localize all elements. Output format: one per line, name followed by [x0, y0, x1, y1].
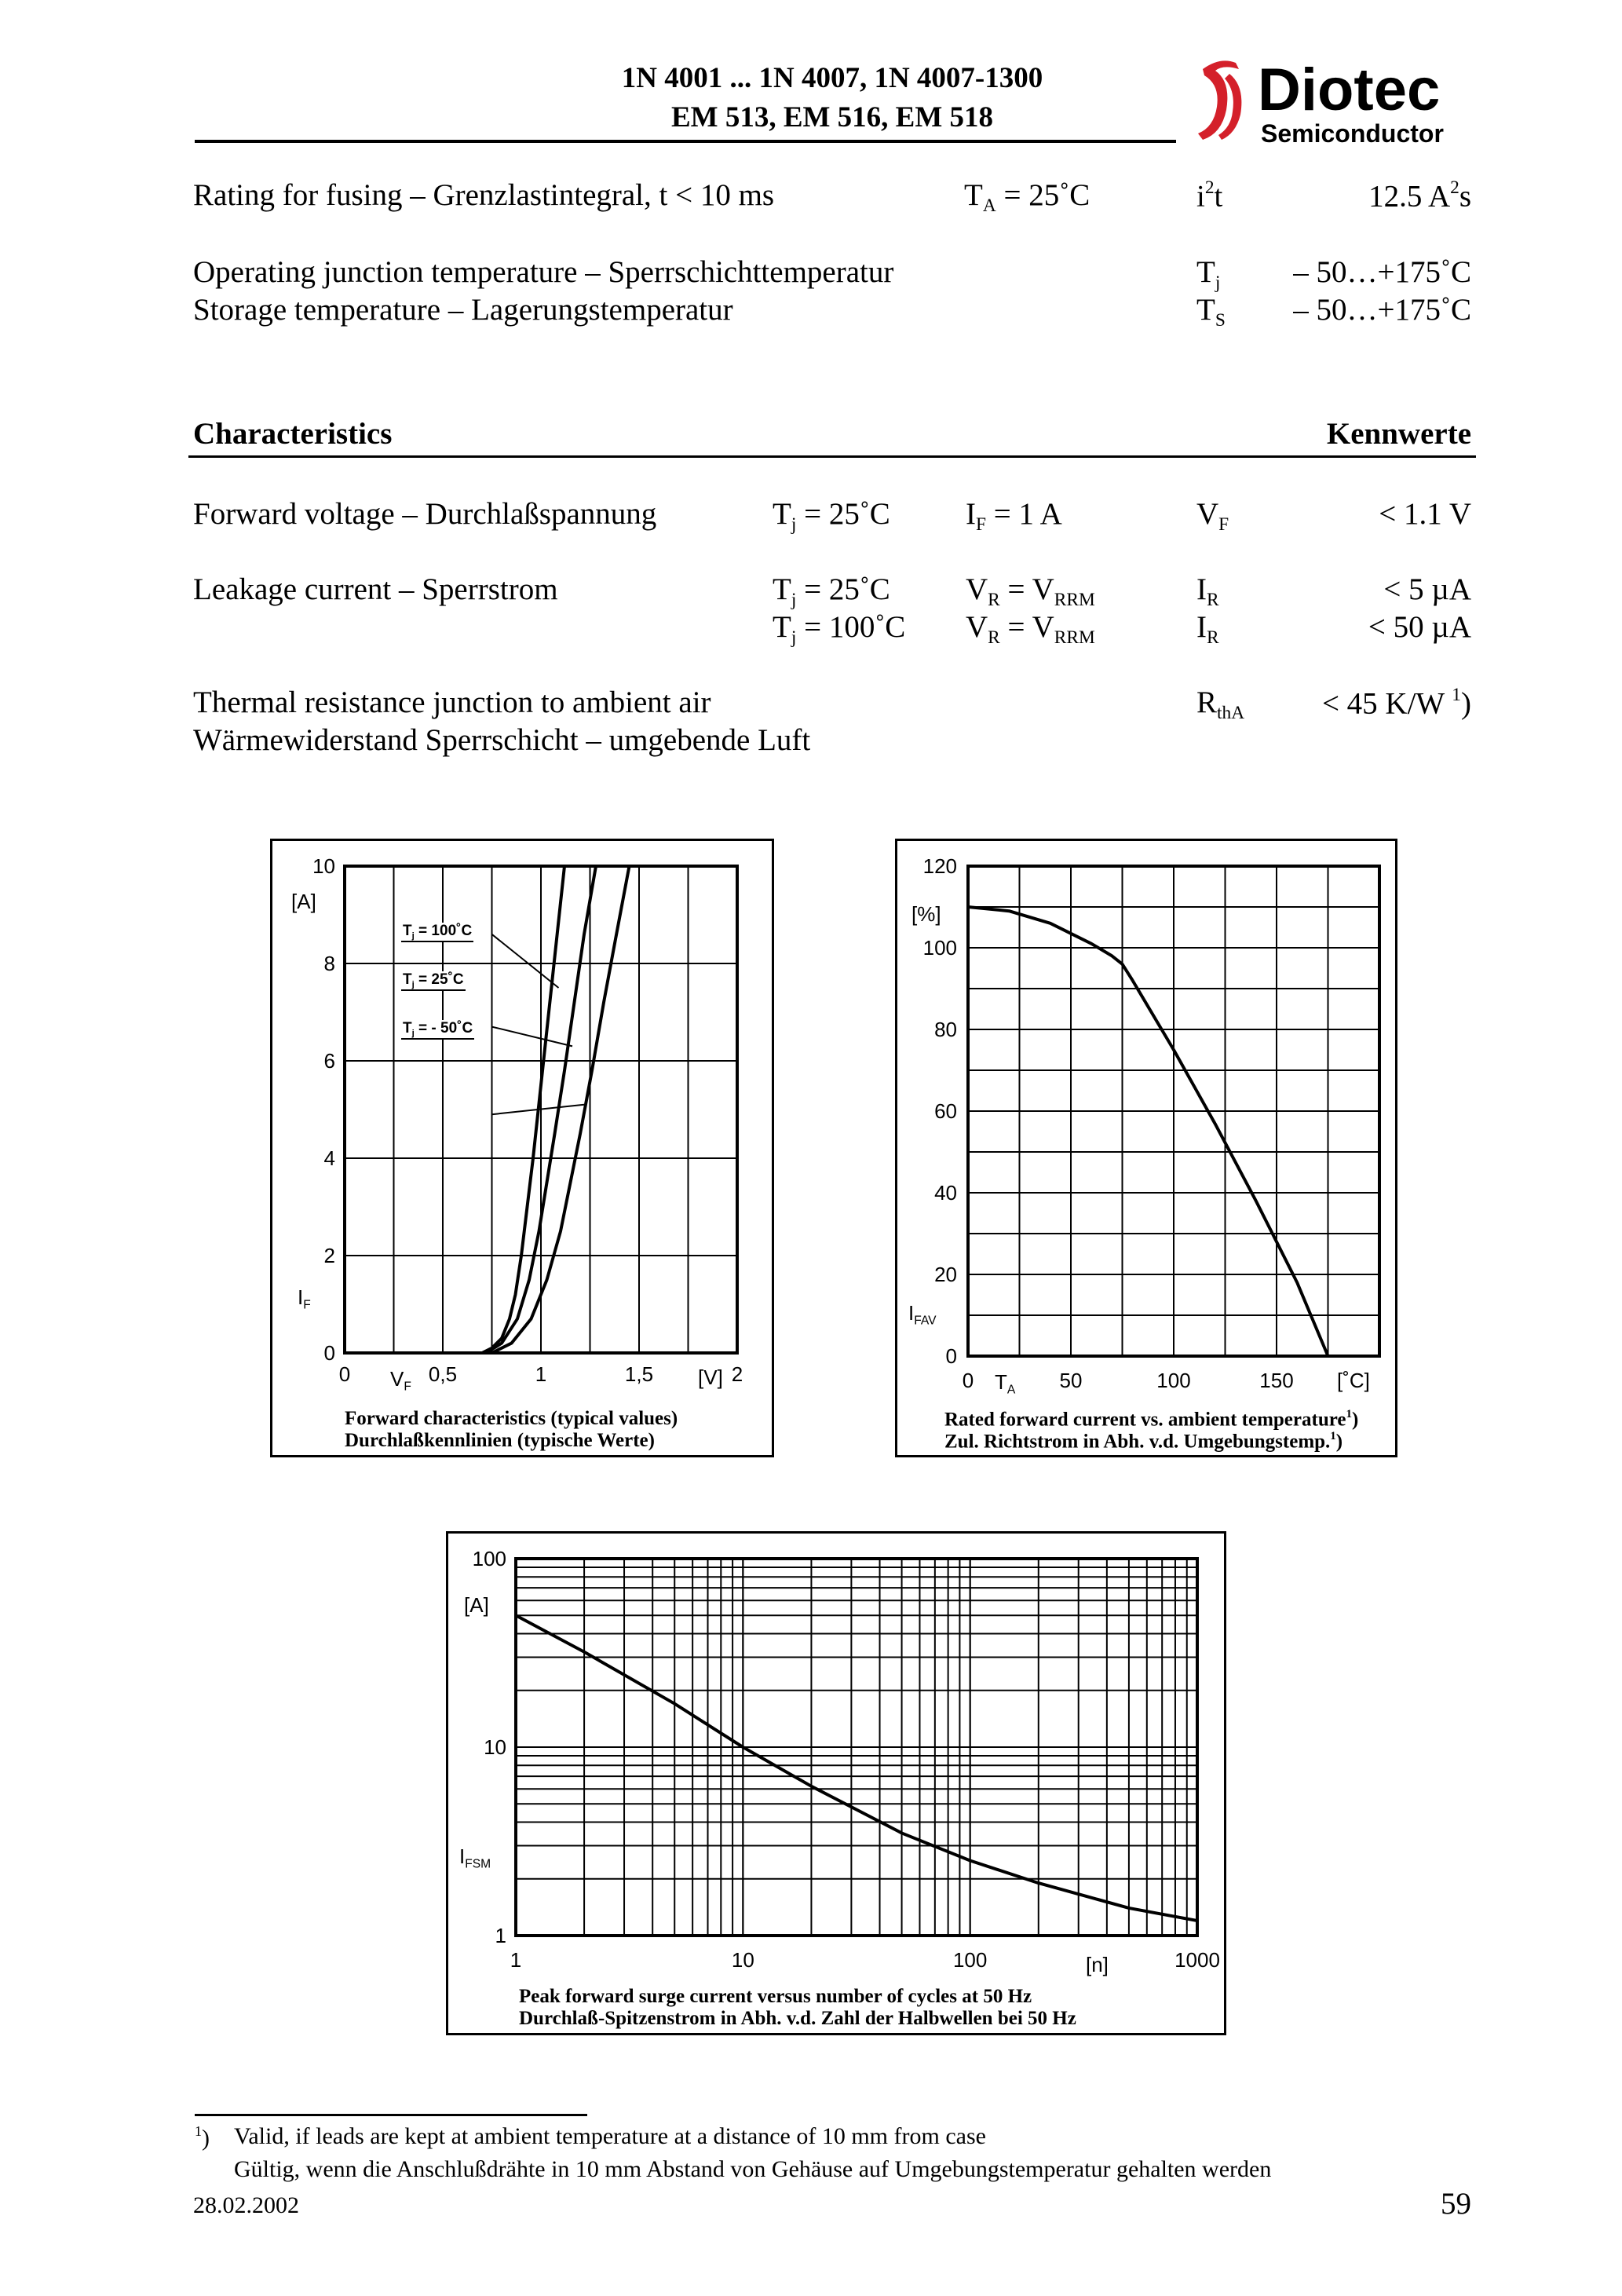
- chart1-legend-100: $T_j$ = 100˚C: [403, 923, 473, 941]
- chart3-y-tick-label: 1: [495, 1924, 506, 1947]
- ir-label: Leakage current – Sperrstrom: [193, 572, 558, 606]
- chart2-y-unit: [%]: [911, 902, 941, 926]
- chart1-caption-de: Durchlaßkennlinien (typische Werte): [345, 1430, 655, 1451]
- chart1-x-tick-label: 0,5: [428, 1362, 458, 1386]
- chart2-y-tick-label: 0: [945, 1344, 957, 1368]
- chart1-y-tick-label: 0: [323, 1341, 335, 1365]
- footer-date: 28.02.2002: [193, 2192, 299, 2218]
- chart1-x-tick-label: 1,5: [624, 1362, 654, 1386]
- chart1-x-label: $V_F$: [390, 1367, 411, 1394]
- footnote-marker: $^1$): [195, 2123, 210, 2152]
- chart3-caption-de: Durchlaß-Spitzenstrom in Abh. v.d. Zahl der Halbwellen bei 50 Hz: [519, 2008, 1076, 2029]
- chart1-y-unit: [A]: [291, 890, 316, 913]
- chart2-plot: [897, 841, 1395, 1455]
- chart2-x-tick-label: 0: [962, 1369, 974, 1392]
- chart1-caption-en: Forward characteristics (typical values): [345, 1408, 678, 1429]
- chart3-y-tick-label: 10: [484, 1735, 506, 1759]
- chart1-y-label: $I_F$: [298, 1285, 311, 1312]
- rating-fusing-symbol: $i^2t$: [1196, 177, 1223, 214]
- chart3-y-label: $I_{FSM}$: [459, 1844, 491, 1871]
- chart2-y-tick-label: 60: [934, 1099, 957, 1123]
- vf-condition-1: $T_j$ = 25˚C: [773, 497, 890, 536]
- vf-condition-2: $I_F = 1$ A: [966, 497, 1062, 536]
- chart-rated-forward-current: [895, 839, 1397, 1457]
- chart1-legend-25: $T_j$ = 25˚C: [403, 971, 464, 989]
- chart1-series-line-3: [492, 866, 630, 1353]
- chart2-series-line: [968, 907, 1328, 1356]
- brand-name: Diotec: [1258, 57, 1441, 123]
- characteristics-rule: [188, 455, 1476, 458]
- header-title-line1: 1N 4001 ... 1N 4007, 1N 4007-1300: [621, 62, 1043, 94]
- ir-row1-condition-1: $T_j$ = 25˚C: [773, 572, 890, 611]
- chart3-x-tick-label: 100: [952, 1948, 988, 1972]
- rating-fusing-value: 12.5 $A^2s$: [1368, 177, 1471, 214]
- chart1-series-line-1: [482, 866, 564, 1353]
- chart2-y-tick-label: 120: [922, 854, 957, 878]
- ir-row1-symbol: $I_R$: [1196, 572, 1219, 611]
- rating-ts-symbol: $T_S$: [1196, 293, 1226, 331]
- chart2-x-tick-label: 100: [1156, 1369, 1191, 1392]
- chart-peak-surge-current: [446, 1531, 1226, 2035]
- diotec-logo-icon: [1195, 55, 1250, 143]
- chart1-y-tick-label: 2: [323, 1244, 335, 1267]
- footnote-line2: Gültig, wenn die Anschlußdrähte in 10 mm Abstand von Gehäuse auf Umgebungstemperatur gehalten werden: [234, 2156, 1272, 2182]
- chart1-x-tick-label: 0: [338, 1362, 351, 1386]
- ir-row2-symbol: $I_R$: [1196, 610, 1219, 649]
- chart3-y-tick-label: 100: [472, 1547, 506, 1570]
- chart2-y-tick-label: 80: [934, 1018, 957, 1041]
- vf-symbol: $V_F$: [1196, 497, 1229, 536]
- rth-label-de: Wärmewiderstand Sperrschicht – umgebende Luft: [193, 723, 811, 757]
- rating-tj-value: – 50…+175˚C: [1293, 255, 1471, 289]
- chart1-y-tick-label: 6: [323, 1049, 335, 1073]
- header-title-line2: EM 513, EM 516, EM 518: [670, 101, 994, 133]
- chart2-y-label: $I_{FAV}$: [908, 1301, 937, 1328]
- chart1-annotation-line: [492, 1027, 573, 1047]
- chart1-y-tick-label: 4: [323, 1146, 335, 1170]
- chart3-x-unit: [n]: [1086, 1953, 1109, 1976]
- chart2-y-tick-label: 40: [934, 1181, 957, 1205]
- footnote-rule: [195, 2114, 587, 2116]
- chart1-x-tick-label: 2: [731, 1362, 743, 1386]
- rating-tj-label: Operating junction temperature – Sperrschichttemperatur: [193, 255, 894, 289]
- brand-sub: Semiconductor: [1261, 119, 1444, 148]
- chart2-x-label: $T_A$: [995, 1370, 1016, 1397]
- rth-label-en: Thermal resistance junction to ambient air: [193, 686, 711, 719]
- rth-value: < 45 K/W $^1$): [1321, 685, 1471, 721]
- footnote-line1: Valid, if leads are kept at ambient temperature at a distance of 10 mm from case: [234, 2123, 986, 2149]
- chart1-x-unit: [V]: [698, 1366, 723, 1389]
- chart3-y-unit: [A]: [464, 1593, 489, 1617]
- ir-row1-value: < 5 µA: [1383, 572, 1471, 606]
- chart2-caption-de: Zul. Richtstrom in Abh. v.d. Umgebungstemp.$^1$): [944, 1430, 1343, 1453]
- header-rule: [195, 140, 1176, 143]
- chart2-y-tick-label: 100: [922, 936, 957, 960]
- chart-forward-characteristics: [270, 839, 774, 1457]
- ir-row2-value: < 50 µA: [1368, 610, 1471, 644]
- chart2-caption-en: Rated forward current vs. ambient temperature$^1$): [944, 1408, 1359, 1431]
- characteristics-heading-en: Characteristics: [193, 417, 393, 451]
- chart1-annotation-line: [492, 934, 559, 988]
- rth-symbol: $R_{thA}$: [1196, 686, 1245, 724]
- chart3-x-tick-label: 1000: [1174, 1948, 1220, 1972]
- chart1-y-tick-label: 10: [312, 854, 335, 878]
- chart3-x-tick-label: 10: [731, 1948, 754, 1972]
- chart2-x-tick-label: 150: [1259, 1369, 1294, 1392]
- brand-logo: [1195, 55, 1478, 149]
- chart2-x-unit: [˚C]: [1337, 1369, 1370, 1392]
- ir-row1-condition-2: $V_R = V_{RRM}$: [966, 572, 1095, 611]
- chart2-y-tick-label: 20: [934, 1263, 957, 1286]
- rating-ts-value: – 50…+175˚C: [1293, 293, 1471, 327]
- chart1-plot: [272, 841, 772, 1455]
- rating-tj-symbol: $T_j$: [1196, 255, 1221, 294]
- vf-label: Forward voltage – Durchlaßspannung: [193, 497, 657, 531]
- rating-fusing-label: Rating for fusing – Grenzlastintegral, t < 10 ms: [193, 178, 775, 212]
- rating-fusing-condition: $T_A$ = 25˚C: [964, 178, 1090, 217]
- footer-page-number: 59: [1441, 2187, 1471, 2221]
- ir-row2-condition-2: $V_R = V_{RRM}$: [966, 610, 1095, 649]
- characteristics-heading-de: Kennwerte: [1326, 417, 1471, 451]
- rating-ts-label: Storage temperature – Lagerungstemperatur: [193, 293, 733, 327]
- chart1-x-tick-label: 1: [535, 1362, 547, 1386]
- chart2-x-tick-label: 50: [1059, 1369, 1083, 1392]
- ir-row2-condition-1: $T_j$ = 100˚C: [773, 610, 906, 649]
- chart3-x-tick-label: 1: [510, 1948, 522, 1972]
- vf-value: < 1.1 V: [1379, 497, 1471, 531]
- chart3-series-line: [516, 1615, 1197, 1921]
- chart1-legend-m50: $T_j$ = - 50˚C: [403, 1020, 473, 1038]
- chart1-y-tick-label: 8: [323, 952, 335, 975]
- chart3-caption-en: Peak forward surge current versus number of cycles at 50 Hz: [519, 1986, 1032, 2007]
